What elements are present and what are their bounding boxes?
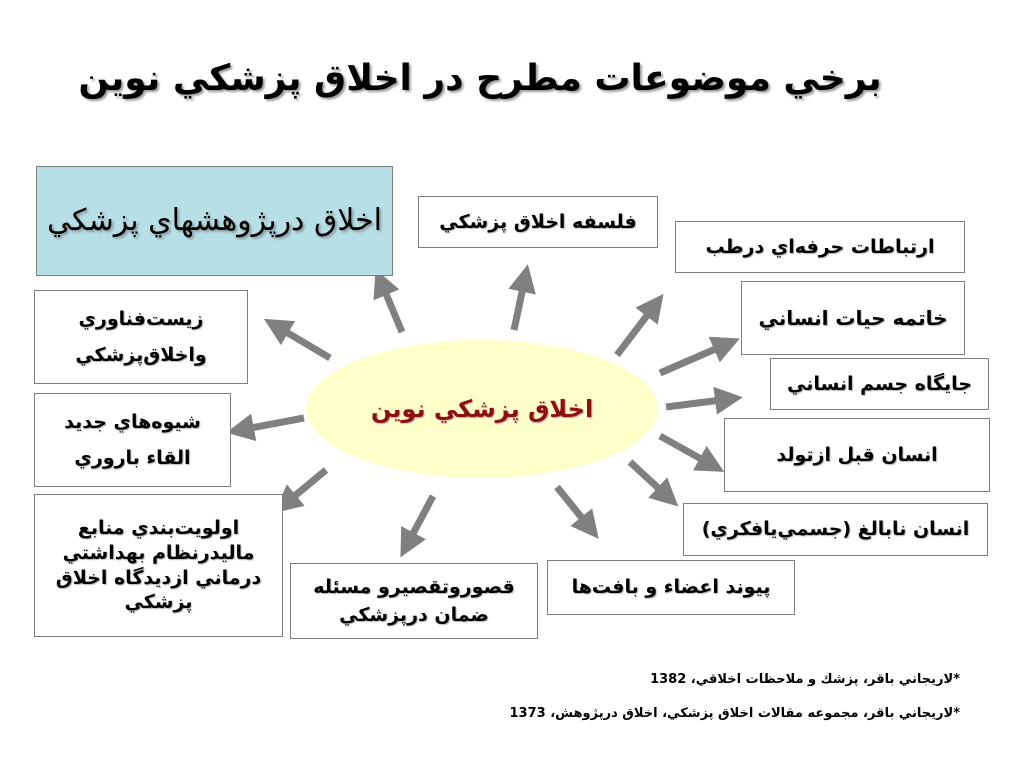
central-topic-label: اخلاق پزشكي نوين xyxy=(370,395,594,423)
arrow-philosophy xyxy=(514,278,525,330)
arrow-professional xyxy=(617,305,655,355)
arrow-resource xyxy=(285,470,326,504)
reference-2: *لاريجاني باقر، مجموعه مقالات اخلاق پزشكي، اخلاق درپژوهش، 1373 xyxy=(509,706,960,721)
slide-title: برخي موضوعات مطرح در اخلاق پزشكي نوين xyxy=(78,58,882,99)
reference-1: *لاريجاني باقر، پزشك و ملاحظات اخلاقي، 1382 xyxy=(650,672,960,687)
topic-end-of-life: خاتمه حيات انساني xyxy=(741,281,965,355)
topic-professional-relations: ارتباطات حرفه‌اي درطب xyxy=(675,221,965,273)
arrow-transplant xyxy=(557,487,590,528)
central-topic-ellipse xyxy=(306,340,658,478)
topic-malpractice: قصوروتقصيرو مسئله ضمان درپزشكي xyxy=(290,563,538,639)
topic-research-ethics: اخلاق درپژوهشهاي پزشكي xyxy=(36,166,393,276)
arrow-end-of-life xyxy=(660,344,727,373)
topic-incompetent: انسان نابالغ (جسمي‌يافكري) xyxy=(683,503,988,556)
arrow-reproduction xyxy=(240,418,304,430)
arrow-research xyxy=(381,282,402,332)
arrow-biotech xyxy=(276,326,330,358)
topic-prenatal: انسان قبل ازتولد xyxy=(724,418,990,492)
topic-biotech: زيست‌فناوري واخلاق‌پزشكي xyxy=(34,290,248,384)
topic-transplant: پيوند اعضاء و بافت‌ها xyxy=(547,560,795,615)
topic-human-body: جايگاه جسم انساني xyxy=(770,358,989,410)
arrow-malpractice xyxy=(407,496,433,545)
topic-assisted-reproduction: شيوه‌هاي جديد القاء باروري xyxy=(34,393,231,487)
topic-resource-allocation: اولويت‌بندي منابع ماليدرنظام بهداشتي درماني ازديدگاه اخلاق پزشكي xyxy=(34,494,283,637)
topic-philosophy: فلسفه اخلاق پزشكي xyxy=(418,196,658,248)
arrow-incompetent xyxy=(630,462,668,497)
arrow-prenatal xyxy=(660,436,712,465)
arrow-human-body xyxy=(666,399,729,407)
